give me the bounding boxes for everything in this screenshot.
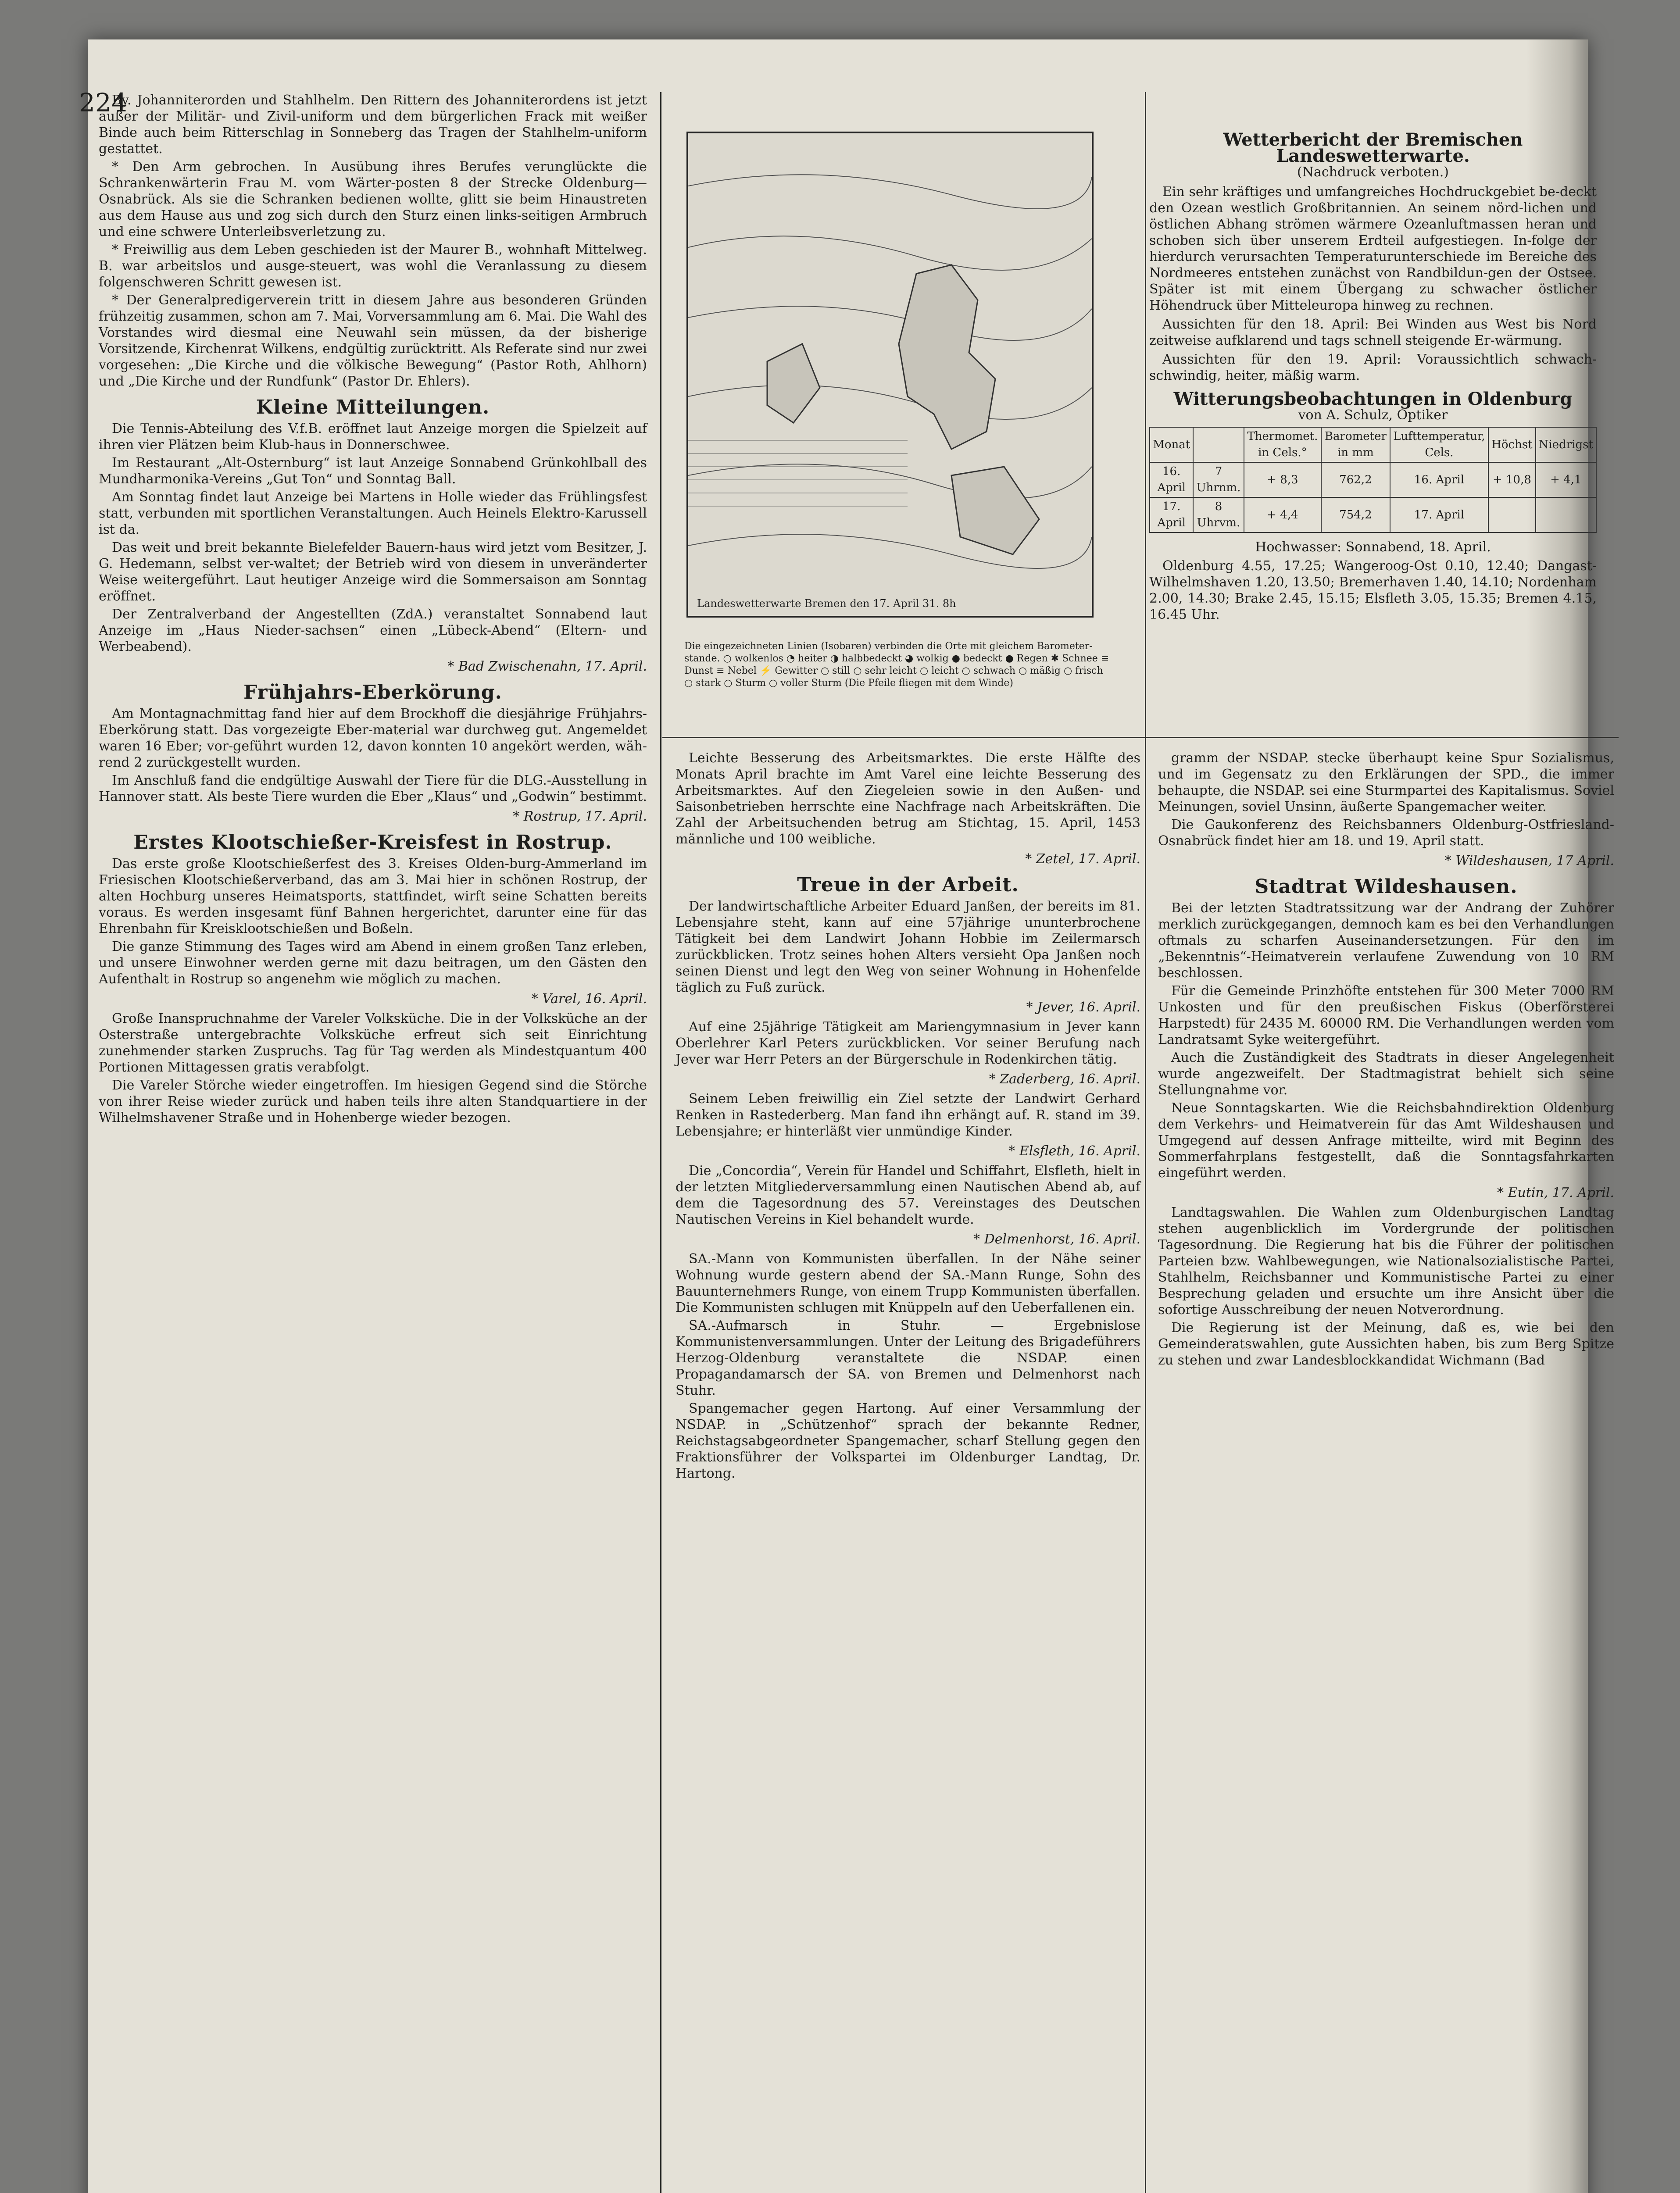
article-paragraph: Der landwirtschaftliche Arbeiter Eduard Janßen, der bereits im 81. Lebensjahre steht, kann auf eine 57jährige ununterbrochene Tätigkeit bei dem Landwirt Johann Hobbie im Zeilermarsch zurückblicken. Trotz seines hohen Alters versieht Opa Janßen noch seinen Dienst und legt den Weg von seiner Wohnung in Hohenfelde täglich zu Fuß zurück. xyxy=(676,899,1140,995)
table-cell: 17. April xyxy=(1150,497,1193,532)
observations-title: Witterungsbeobachtungen in Oldenburg xyxy=(1173,389,1573,409)
article-paragraph: Seinem Leben freiwillig ein Ziel setzte der Landwirt Gerhard Renken in Rastederberg. Man fand ihn erhängt auf. R. stand im 39. Lebensjahre; er hinterläßt vier unmündige Kinder. xyxy=(676,1091,1140,1139)
table-cell xyxy=(1536,497,1596,532)
high-water-title: Hochwasser: Sonnabend, 18. April. xyxy=(1255,539,1491,555)
article-paragraph: * Freiwillig aus dem Leben geschieden ist der Maurer B., wohnhaft Mittelweg. B. war arbeitslos und ausge-steuert, was wohl die Veranlassung zu diesem folgenschweren Schritt gewesen ist. xyxy=(99,242,647,290)
table-row xyxy=(1150,497,1596,532)
article-paragraph: Das erste große Klootschießerfest des 3. Kreises Olden-burg-Ammerland im Friesischen Klootschießerverband, das am 3. Mai hier in schönen Rostrup, der alten Hochburg unseres Heimatsports, stattfindet, wirft seine Schatten bereits voraus. Es werden insgesamt fünf Bahnen hergerichtet, darunter eine für das Ehrenbahn für Kreisklootschießen und Boßeln. xyxy=(99,856,647,936)
article-paragraph: Die Regierung ist der Meinung, daß es, wie bei den Gemeinderatswahlen, gute Aussichten haben, bis zum Berg Spitze zu stehen und zwar Landesblockkandidat Wichmann (Bad xyxy=(1158,1320,1614,1368)
article-paragraph: * Den Arm gebrochen. In Ausübung ihres Berufes verunglückte die Schrankenwärterin Frau M. vom Wärter-posten 8 der Strecke Oldenburg—Osnabrück. Als sie die Schranken bedienen wollte, glitt sie beim Hinaustreten aus dem Hause aus und zog sich durch den Sturz einen links-seitigen Armbruch und eine schwere Unterleibsverletzung zu. xyxy=(99,159,647,239)
article-paragraph: Landtagswahlen. Die Wahlen zum Oldenburgischen Landtag stehen augenblicklich im Vordergrunde der politischen Tagesordnung. Die Regierung hat bis die Führer der politischen Parteien bzw. Wahlbewegungen, wie Nationalsozialistische Partei, Stahlhelm, Reichsbanner und Kommunistische Partei zu einer Besprechung geladen und ersuchte um ihre Ansicht über die sofortige Ausschreibung der neuen Notverordnung. xyxy=(1158,1205,1614,1318)
section-heading: Erstes Klootschießer-Kreisfest in Rostrup. xyxy=(133,831,612,854)
table-header-cell: Lufttemperatur, Cels. xyxy=(1390,427,1489,462)
dateline: * Zaderberg, 16. April. xyxy=(989,1071,1140,1087)
observations-table xyxy=(1149,427,1597,533)
dateline: * Bad Zwischenahn, 17. April. xyxy=(447,659,647,674)
table-row xyxy=(1150,462,1596,497)
table-cell: 17. April xyxy=(1390,497,1489,532)
article-paragraph: Am Sonntag findet laut Anzeige bei Martens in Holle wieder das Frühlingsfest statt, verbunden mit sportlichen Veranstaltungen. Auch Heinels Elektro-Karussell ist da. xyxy=(99,489,647,537)
isobar-map-graphic xyxy=(688,133,1092,616)
observations-subtitle: von A. Schulz, Optiker xyxy=(1298,407,1448,423)
weather-title: Wetterbericht der Bremischen Landeswetterwarte. xyxy=(1223,129,1523,166)
dateline: * Wildeshausen, 17 April. xyxy=(1444,853,1614,868)
column-left xyxy=(99,92,647,1128)
article-paragraph: Die Vareler Störche wieder eingetroffen. Im hiesigen Gegend sind die Störche von ihrer Reise wieder zurück und haben teils ihre alten Standquartiere in der Wilhelmshavener Straße und in Hohenberge wieder bezogen. xyxy=(99,1078,647,1125)
dateline: * Rostrup, 17. April. xyxy=(513,809,647,824)
table-header-row xyxy=(1150,427,1596,462)
dateline: * Elsfleth, 16. April. xyxy=(1008,1143,1140,1159)
table-header-cell: Niedrigst xyxy=(1536,427,1596,462)
table-header-cell: Monat xyxy=(1150,427,1193,462)
section-heading: Stadtrat Wildeshausen. xyxy=(1255,875,1518,898)
article-paragraph: Spangemacher gegen Hartong. Auf einer Versammlung der NSDAP. in „Schützenhof“ sprach der bekannte Redner, Reichstagsabgeordneter Spangemacher, scharf Stellung gegen den Fraktionsführer der Volkspartei im Oldenburger Landtag, Dr. Hartong. xyxy=(676,1401,1140,1481)
article-intro: By. Johanniterorden und Stahlhelm. Den Rittern des Johanniterordens ist jetzt außer der Militär- und Zivil-uniform und dem bürgerlichen Frack mit weißer Binde auch beim Ritterschlag in Sonneberg das Tragen der Stahlhelm-uniform gestattet. xyxy=(99,93,647,157)
map-caption: Landeswetterwarte Bremen den 17. April 31. 8h xyxy=(697,597,956,610)
weather-forecast: Aussichten für den 18. April: Bei Winden aus West bis Nord zeitweise aufklarend und tags schnell steigende Er-wärmung. xyxy=(1149,317,1597,348)
column-rule xyxy=(1145,92,1146,2193)
section-heading: Kleine Mitteilungen. xyxy=(256,396,490,418)
article-paragraph: Die Tennis-Abteilung des V.f.B. eröffnet laut Anzeige morgen die Spielzeit auf ihren vier Plätzen beim Klub-haus in Donnerschwee. xyxy=(99,421,647,453)
table-header-cell xyxy=(1193,427,1244,462)
article-paragraph: Der Zentralverband der Angestellten (ZdA.) veranstaltet Sonnabend laut Anzeige im „Haus Nieder-sachsen“ einen „Lübeck-Abend“ (Eltern- und Werbeabend). xyxy=(99,607,647,654)
article-paragraph: Auch die Zuständigkeit des Stadtrats in dieser Angelegenheit wurde angezweifelt. Der Stadtmagistrat behielt sich seine Stellungnahme vor. xyxy=(1158,1050,1614,1098)
table-cell: + 8,3 xyxy=(1244,462,1322,497)
section-heading: Frühjahrs-Eberkörung. xyxy=(243,681,502,704)
article-paragraph: Neue Sonntagskarten. Wie die Reichsbahndirektion Oldenburg dem Verkehrs- und Heimatverein für das Amt Wildeshausen und Umgegend auf dessen Anfrage mitteilte, wird mit Beginn des Sommerfahrplans festgestellt, daß die Sonntagsfahrkarten eingeführt werden. xyxy=(1158,1100,1614,1181)
table-cell: 8 Uhrvm. xyxy=(1193,497,1244,532)
table-cell: 16. April xyxy=(1390,462,1489,497)
article-paragraph: Im Anschluß fand die endgültige Auswahl der Tiere für die DLG.-Ausstellung in Hannover statt. Als beste Tiere wurden die Eber „Klaus“ und „Godwin“ bestimmt. xyxy=(99,773,647,804)
dateline: * Varel, 16. April. xyxy=(531,991,647,1007)
table-cell: 762,2 xyxy=(1321,462,1390,497)
section-heading: Treue in der Arbeit. xyxy=(797,874,1019,896)
table-header-cell: Höchst xyxy=(1488,427,1535,462)
article-paragraph: Für die Gemeinde Prinzhöfte entstehen für 300 Meter 7000 RM Unkosten und für den preußischen Fiskus (Oberförsterei Harpstedt) für 2435 M. 60000 RM. Die Verhandlungen werden vom Landratsamt Syke weitergeführt. xyxy=(1158,983,1614,1047)
article-paragraph: Bei der letzten Stadtratssitzung war der Andrang der Zuhörer merklich zurückgegangen, demnoch kam es bei den Verhandlungen oftmals zu scharfen Auseinandersetzungen. Für den im „Bekenntnis“-Heimatverein verlaufene Zuwendung von 10 RM beschlossen. xyxy=(1158,900,1614,981)
table-cell: + 10,8 xyxy=(1488,462,1535,497)
column-right xyxy=(1158,750,1614,1370)
article-paragraph: Am Montagnachmittag fand hier auf dem Brockhoff die diesjährige Frühjahrs-Eberkörung statt. Das vorgezeigte Eber-material war durchweg gut. Angemeldet waren 16 Eber; vor-geführt wurden 12, davon konnten 10 angekört werden, wäh-rend 2 zurückgestellt wurden. xyxy=(99,706,647,770)
table-cell: + 4,1 xyxy=(1536,462,1596,497)
article-paragraph: Die „Concordia“, Verein für Handel und Schiffahrt, Elsfleth, hielt in der letzten Mitgliederversammlung einen Nautischen Abend ab, auf dem die Tagesordnung des 57. Vereinstages des Deutschen Nautischen Vereins in Kiel behandelt wurde. xyxy=(676,1163,1140,1227)
weather-paragraph: Ein sehr kräftiges und umfangreiches Hochdruckgebiet be-deckt den Ozean westlich Großbritannien. An seinem nörd-lichen und östlichen Abhang strömen wärmere Ozeanluftmassen heran und schoben sich über unserem Erdteil aufgestiegen. In-folge der hierdurch verursachten Temperaturunterschiede im Bereiche des Nordmeeres entstehen zunächst von Randbildun-gen der Ostsee. Später ist mit einem Übergang zu schwacher östlicher Höhendruck über Mitteleuropa hinweg zu rechnen. xyxy=(1149,184,1597,313)
weather-report xyxy=(1149,129,1597,625)
article-paragraph: Im Restaurant „Alt-Osternburg“ ist laut Anzeige Sonnabend Grünkohlball des Mundharmonika-Vereins „Gut Ton“ und Sonntag Ball. xyxy=(99,455,647,487)
table-header-cell: Barometer in mm xyxy=(1321,427,1390,462)
article-paragraph: SA.-Mann von Kommunisten überfallen. In der Nähe seiner Wohnung wurde gestern abend der SA.-Mann Runge, Sohn des Bauunternehmers Runge, von einem Trupp Kommunisten überfallen. Die Kommunisten schlugen mit Knüppeln auf den Ueberfallenen ein. xyxy=(676,1251,1140,1315)
weather-forecast: Aussichten für den 19. April: Voraussichtlich schwach-schwindig, heiter, mäßig warm. xyxy=(1149,352,1597,383)
weather-subtitle: (Nachdruck verboten.) xyxy=(1297,164,1449,180)
article-paragraph: Leichte Besserung des Arbeitsmarktes. Die erste Hälfte des Monats April brachte im Amt Varel eine leichte Besserung des Arbeitsmarktes. Auf den Ziegeleien sowie in den Außen- und Saisonbetrieben herrschte eine Nachfrage nach Arbeitskräften. Die Zahl der Arbeitsuchenden betrug am Stichtag, 15. April, 1453 männliche und 100 weibliche. xyxy=(676,750,1140,847)
column-middle xyxy=(676,750,1140,1483)
dateline: * Eutin, 17. April. xyxy=(1497,1185,1614,1200)
table-cell: 754,2 xyxy=(1321,497,1390,532)
section-rule xyxy=(662,737,1619,738)
table-cell: 16. April xyxy=(1150,462,1193,497)
dateline: * Delmenhorst, 16. April. xyxy=(973,1232,1140,1247)
article-paragraph: * Der Generalpredigerverein tritt in diesem Jahre aus besonderen Gründen frühzeitig zusammen, schon am 7. Mai, Vorversammlung am 6. Mai. Die Wahl des Vorstandes wird diesmal eine Neuwahl sein müssen, da der bisherige Vorsitzende, Kirchenrat Wilkens, endgültig zurücktritt. Als Referate sind nur zwei vorgesehen: „Die Kirche und die völkische Bewegung“ (Pastor Roth, Ahlhorn) und „Die Kirche und der Rundfunk“ (Pastor Dr. Ehlers). xyxy=(99,293,647,389)
table-cell: 7 Uhrnm. xyxy=(1193,462,1244,497)
article-paragraph: gramm der NSDAP. stecke überhaupt keine Spur Sozialismus, und im Gegensatz zu den Erklärungen der SPD., die immer behaupte, die NSDAP. sei eine Sturmpartei des Kapitalismus. Soviel Meinungen, soviel Unsinn, äußerte Spangemacher weiter. xyxy=(1158,750,1614,814)
article-paragraph: Die ganze Stimmung des Tages wird am Abend in einem großen Tanz erleben, und unsere Einwohner werden gerne mit dazu beitragen, um den Gästen den Aufenthalt in Rostrup so angenehm wie möglich zu machen. xyxy=(99,939,647,987)
article-paragraph: SA.-Aufmarsch in Stuhr. — Ergebnislose Kommunistenversammlungen. Unter der Leitung des Brigadeführers Herzog-Oldenburg veranstaltete die NSDAP. einen Propagandamarsch der SA. von Bremen und Delmenhorst nach Stuhr. xyxy=(676,1318,1140,1398)
map-legend: Die eingezeichneten Linien (Isobaren) verbinden die Orte mit gleichem Barometer-stande. ○ wolkenlos ◔ heiter ◑ halbbedeckt ◕ wolkig ● bedeckt ● Regen ✱ Schnee ≡ Dunst ≡ Nebel ⚡ Gewitter ○ still ○ sehr leicht ○ leicht ○ schwach ○ mäßig ○ frisch ○ stark ○ Sturm ○ voller Sturm (Die Pfeile fliegen mit dem Winde) xyxy=(684,641,1109,689)
article-paragraph: Auf eine 25jährige Tätigkeit am Mariengymnasium in Jever kann Oberlehrer Karl Peters zurückblicken. Vor seiner Berufung nach Jever war Herr Peters an der Bürgerschule in Rodenkirchen tätig. xyxy=(676,1019,1140,1067)
table-cell xyxy=(1488,497,1535,532)
table-header-cell: Thermomet. in Cels.° xyxy=(1244,427,1322,462)
high-water-times: Oldenburg 4.55, 17.25; Wangeroog-Ost 0.10, 12.40; Dangast-Wilhelmshaven 1.20, 13.50; Bremerhaven 1.40, 14.10; Nordenham 2.00, 14.30; Brake 2.45, 15.15; Elsfleth 3.05, 15.35; Bremen 4.15, 16.45 Uhr. xyxy=(1149,558,1597,622)
column-rule xyxy=(660,92,661,2193)
article-paragraph: Die Gaukonferenz des Reichsbanners Oldenburg-Ostfriesland-Osnabrück findet hier am 18. und 19. April statt. xyxy=(1158,817,1614,849)
table-cell: + 4,4 xyxy=(1244,497,1322,532)
weather-map xyxy=(686,132,1094,618)
page-number: 224 xyxy=(79,88,128,118)
article-paragraph: Das weit und breit bekannte Bielefelder Bauern-haus wird jetzt vom Besitzer, J. G. Hedemann, selbst ver-waltet; der Betrieb wird von diesem in unveränderter Weise weitergeführt. Laut heutiger Anzeige wird die Sommersaison am Sonntag eröffnet. xyxy=(99,540,647,604)
article-paragraph: Große Inanspruchnahme der Vareler Volksküche. Die in der Volksküche an der Osterstraße untergebrachte Volksküche erfreut sich seit Einrichtung zunehmender starken Zuspruchs. Tag für Tag werden als Mindestquantum 400 Portionen Mittagessen gratis verabfolgt. xyxy=(99,1011,647,1075)
dateline: * Jever, 16. April. xyxy=(1026,1000,1140,1015)
dateline: * Zetel, 17. April. xyxy=(1025,851,1140,867)
